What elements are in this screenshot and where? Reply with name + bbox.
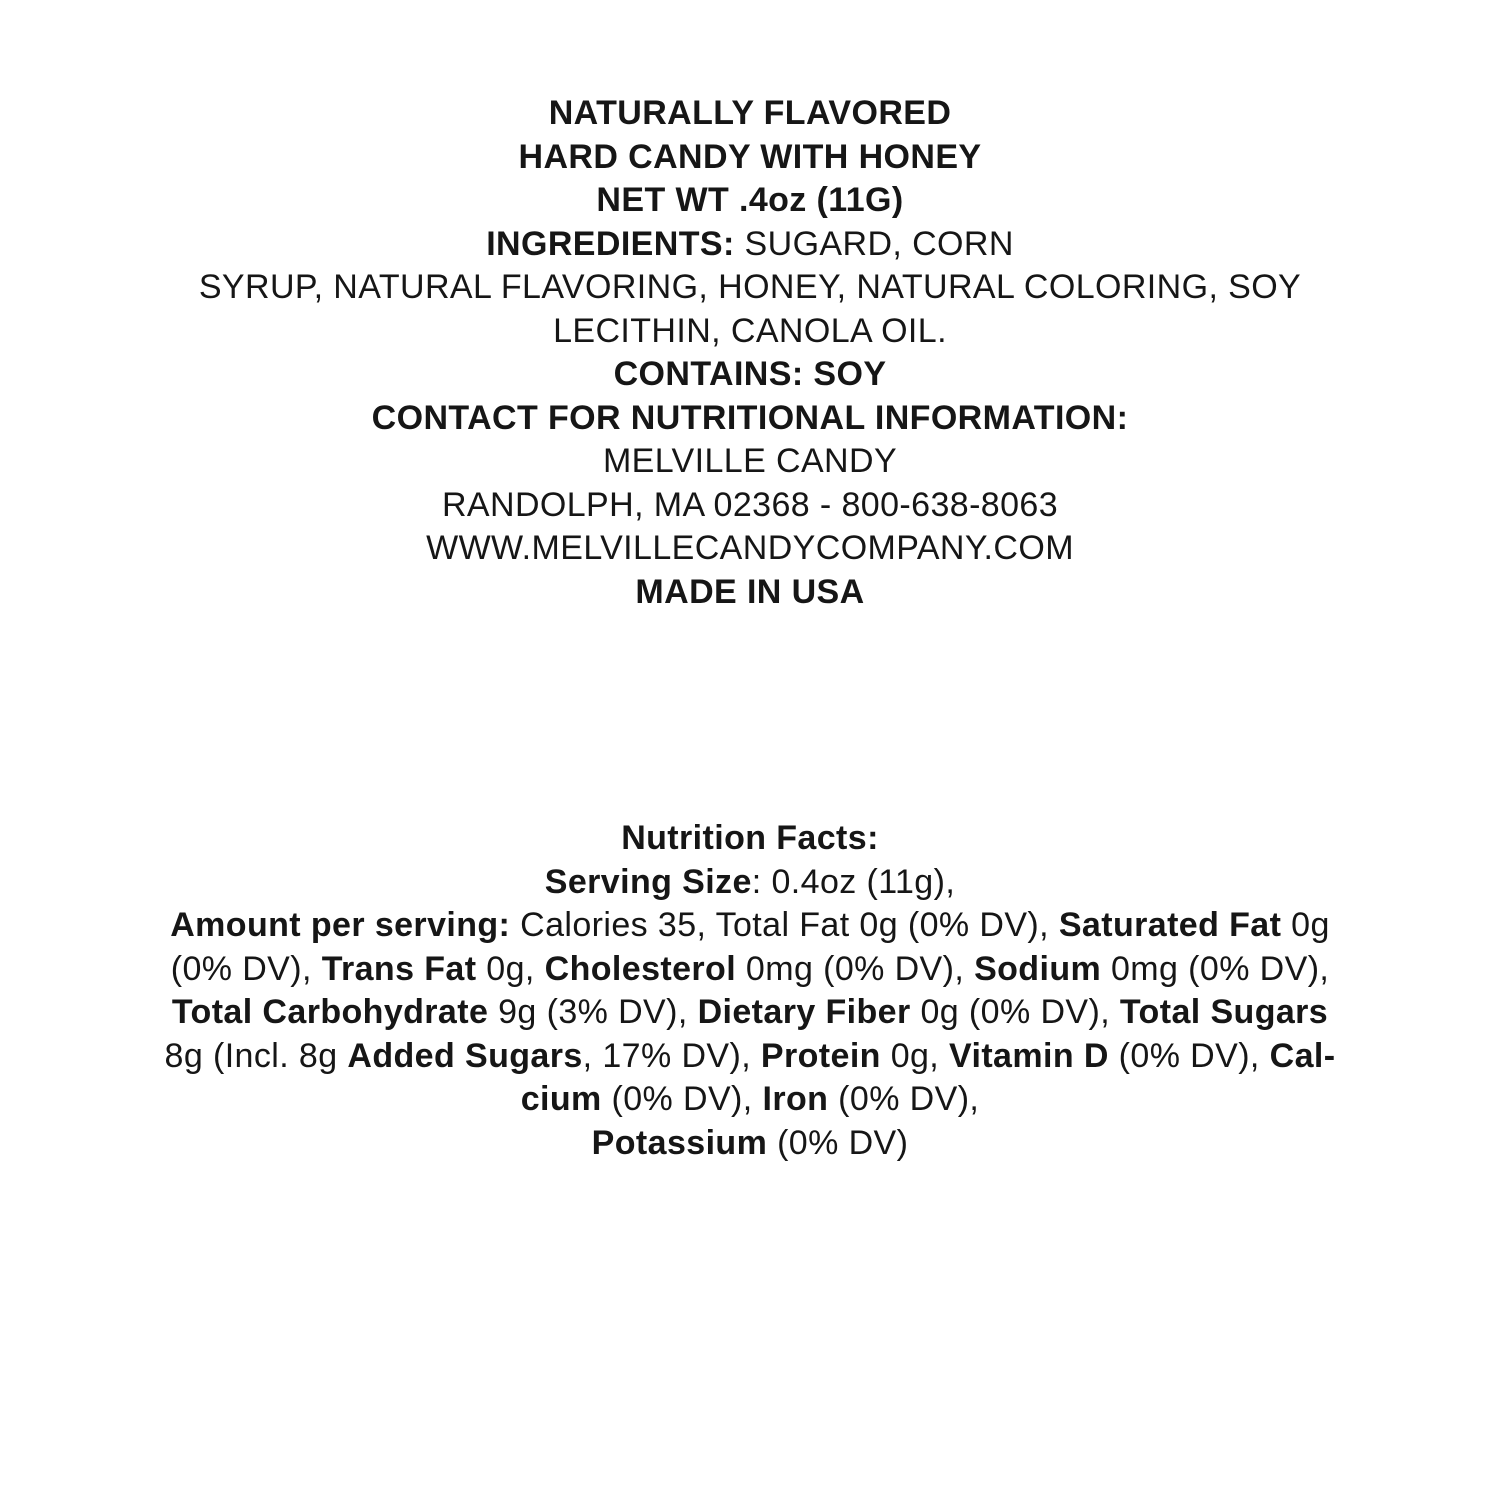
text-segment: 0g,	[476, 949, 545, 988]
label-line	[0, 817, 1500, 861]
text-segment: INGREDIENTS:	[486, 224, 735, 263]
text-segment: (0% DV)	[767, 1123, 909, 1162]
text-segment: Amount per serving:	[170, 906, 511, 944]
nutrition-facts-block	[0, 817, 1500, 1165]
text-segment: Protein	[760, 1036, 881, 1075]
text-segment: Cholesterol	[544, 949, 737, 988]
text-segment: WWW.MELVILLECANDYCOMPANY.COM	[426, 529, 1074, 567]
text-segment: 9g (3% DV),	[488, 993, 698, 1031]
text-segment: Saturated Fat	[1058, 906, 1282, 944]
label-line	[0, 136, 1500, 180]
text-segment: HARD CANDY WITH HONEY	[518, 137, 982, 176]
text-segment: Calories 35, Total Fat 0g (0% DV),	[510, 906, 1059, 944]
label-line	[0, 948, 1500, 992]
label-line	[0, 904, 1500, 948]
text-segment: cium	[520, 1080, 602, 1118]
label-line	[0, 1122, 1500, 1166]
label-line	[0, 527, 1500, 571]
text-segment: MELVILLE CANDY	[602, 442, 898, 480]
text-segment: 0g (0% DV),	[910, 993, 1120, 1031]
text-segment: RANDOLPH, MA 02368 - 800-638-8063	[441, 485, 1059, 524]
text-segment: (0% DV),	[828, 1080, 980, 1118]
label-line	[0, 397, 1500, 441]
label-line	[0, 92, 1500, 136]
text-segment: CONTACT FOR NUTRITIONAL INFORMATION:	[371, 398, 1129, 437]
text-segment: Serving Size	[544, 862, 752, 901]
text-segment: MADE IN USA	[635, 572, 865, 611]
label-line	[0, 861, 1500, 905]
text-segment: 0g	[1281, 906, 1330, 944]
text-segment: Added Sugars	[347, 1036, 583, 1075]
text-segment: (0% DV),	[601, 1080, 763, 1118]
text-segment: SUGARD, CORN	[734, 224, 1014, 263]
label-line	[0, 571, 1500, 615]
text-segment: NET WT .4oz (11G)	[596, 181, 904, 219]
text-segment: 0mg (0% DV),	[736, 949, 975, 988]
text-segment: , 17% DV),	[582, 1036, 761, 1075]
text-segment: (0% DV),	[1108, 1036, 1270, 1075]
label-line	[0, 179, 1500, 223]
text-segment: 0mg (0% DV),	[1101, 949, 1330, 988]
label-line	[0, 991, 1500, 1035]
text-segment: 8g (Incl. 8g	[164, 1036, 348, 1075]
text-segment: Nutrition Facts:	[621, 819, 879, 857]
text-segment: Iron	[762, 1080, 829, 1118]
text-segment: 0g,	[880, 1036, 950, 1075]
text-segment: Trans Fat	[321, 949, 477, 988]
label-line	[0, 266, 1500, 310]
text-segment: NATURALLY FLAVORED	[548, 94, 952, 132]
label-line	[0, 1035, 1500, 1079]
label-line	[0, 353, 1500, 397]
text-segment: Sodium	[974, 949, 1102, 988]
product-info-block	[0, 92, 1500, 614]
text-segment: : 0.4oz (11g),	[751, 862, 956, 901]
text-segment: Vitamin D	[949, 1036, 1109, 1075]
label-line	[0, 1078, 1500, 1122]
text-segment: (0% DV),	[170, 949, 322, 988]
label-line	[0, 310, 1500, 354]
text-segment: Total Carbohydrate	[171, 993, 489, 1031]
text-segment: Total Sugars	[1119, 993, 1329, 1031]
text-segment: Potassium	[591, 1123, 768, 1162]
text-segment: LECITHIN, CANOLA OIL.	[553, 311, 947, 350]
text-segment: CONTAINS: SOY	[613, 355, 887, 393]
text-segment: Dietary Fiber	[697, 993, 911, 1031]
text-segment: SYRUP, NATURAL FLAVORING, HONEY, NATURAL COLORING, SOY	[198, 268, 1302, 306]
text-segment: Cal-	[1269, 1036, 1336, 1075]
label-line	[0, 484, 1500, 528]
label-line	[0, 223, 1500, 267]
label-line	[0, 440, 1500, 484]
